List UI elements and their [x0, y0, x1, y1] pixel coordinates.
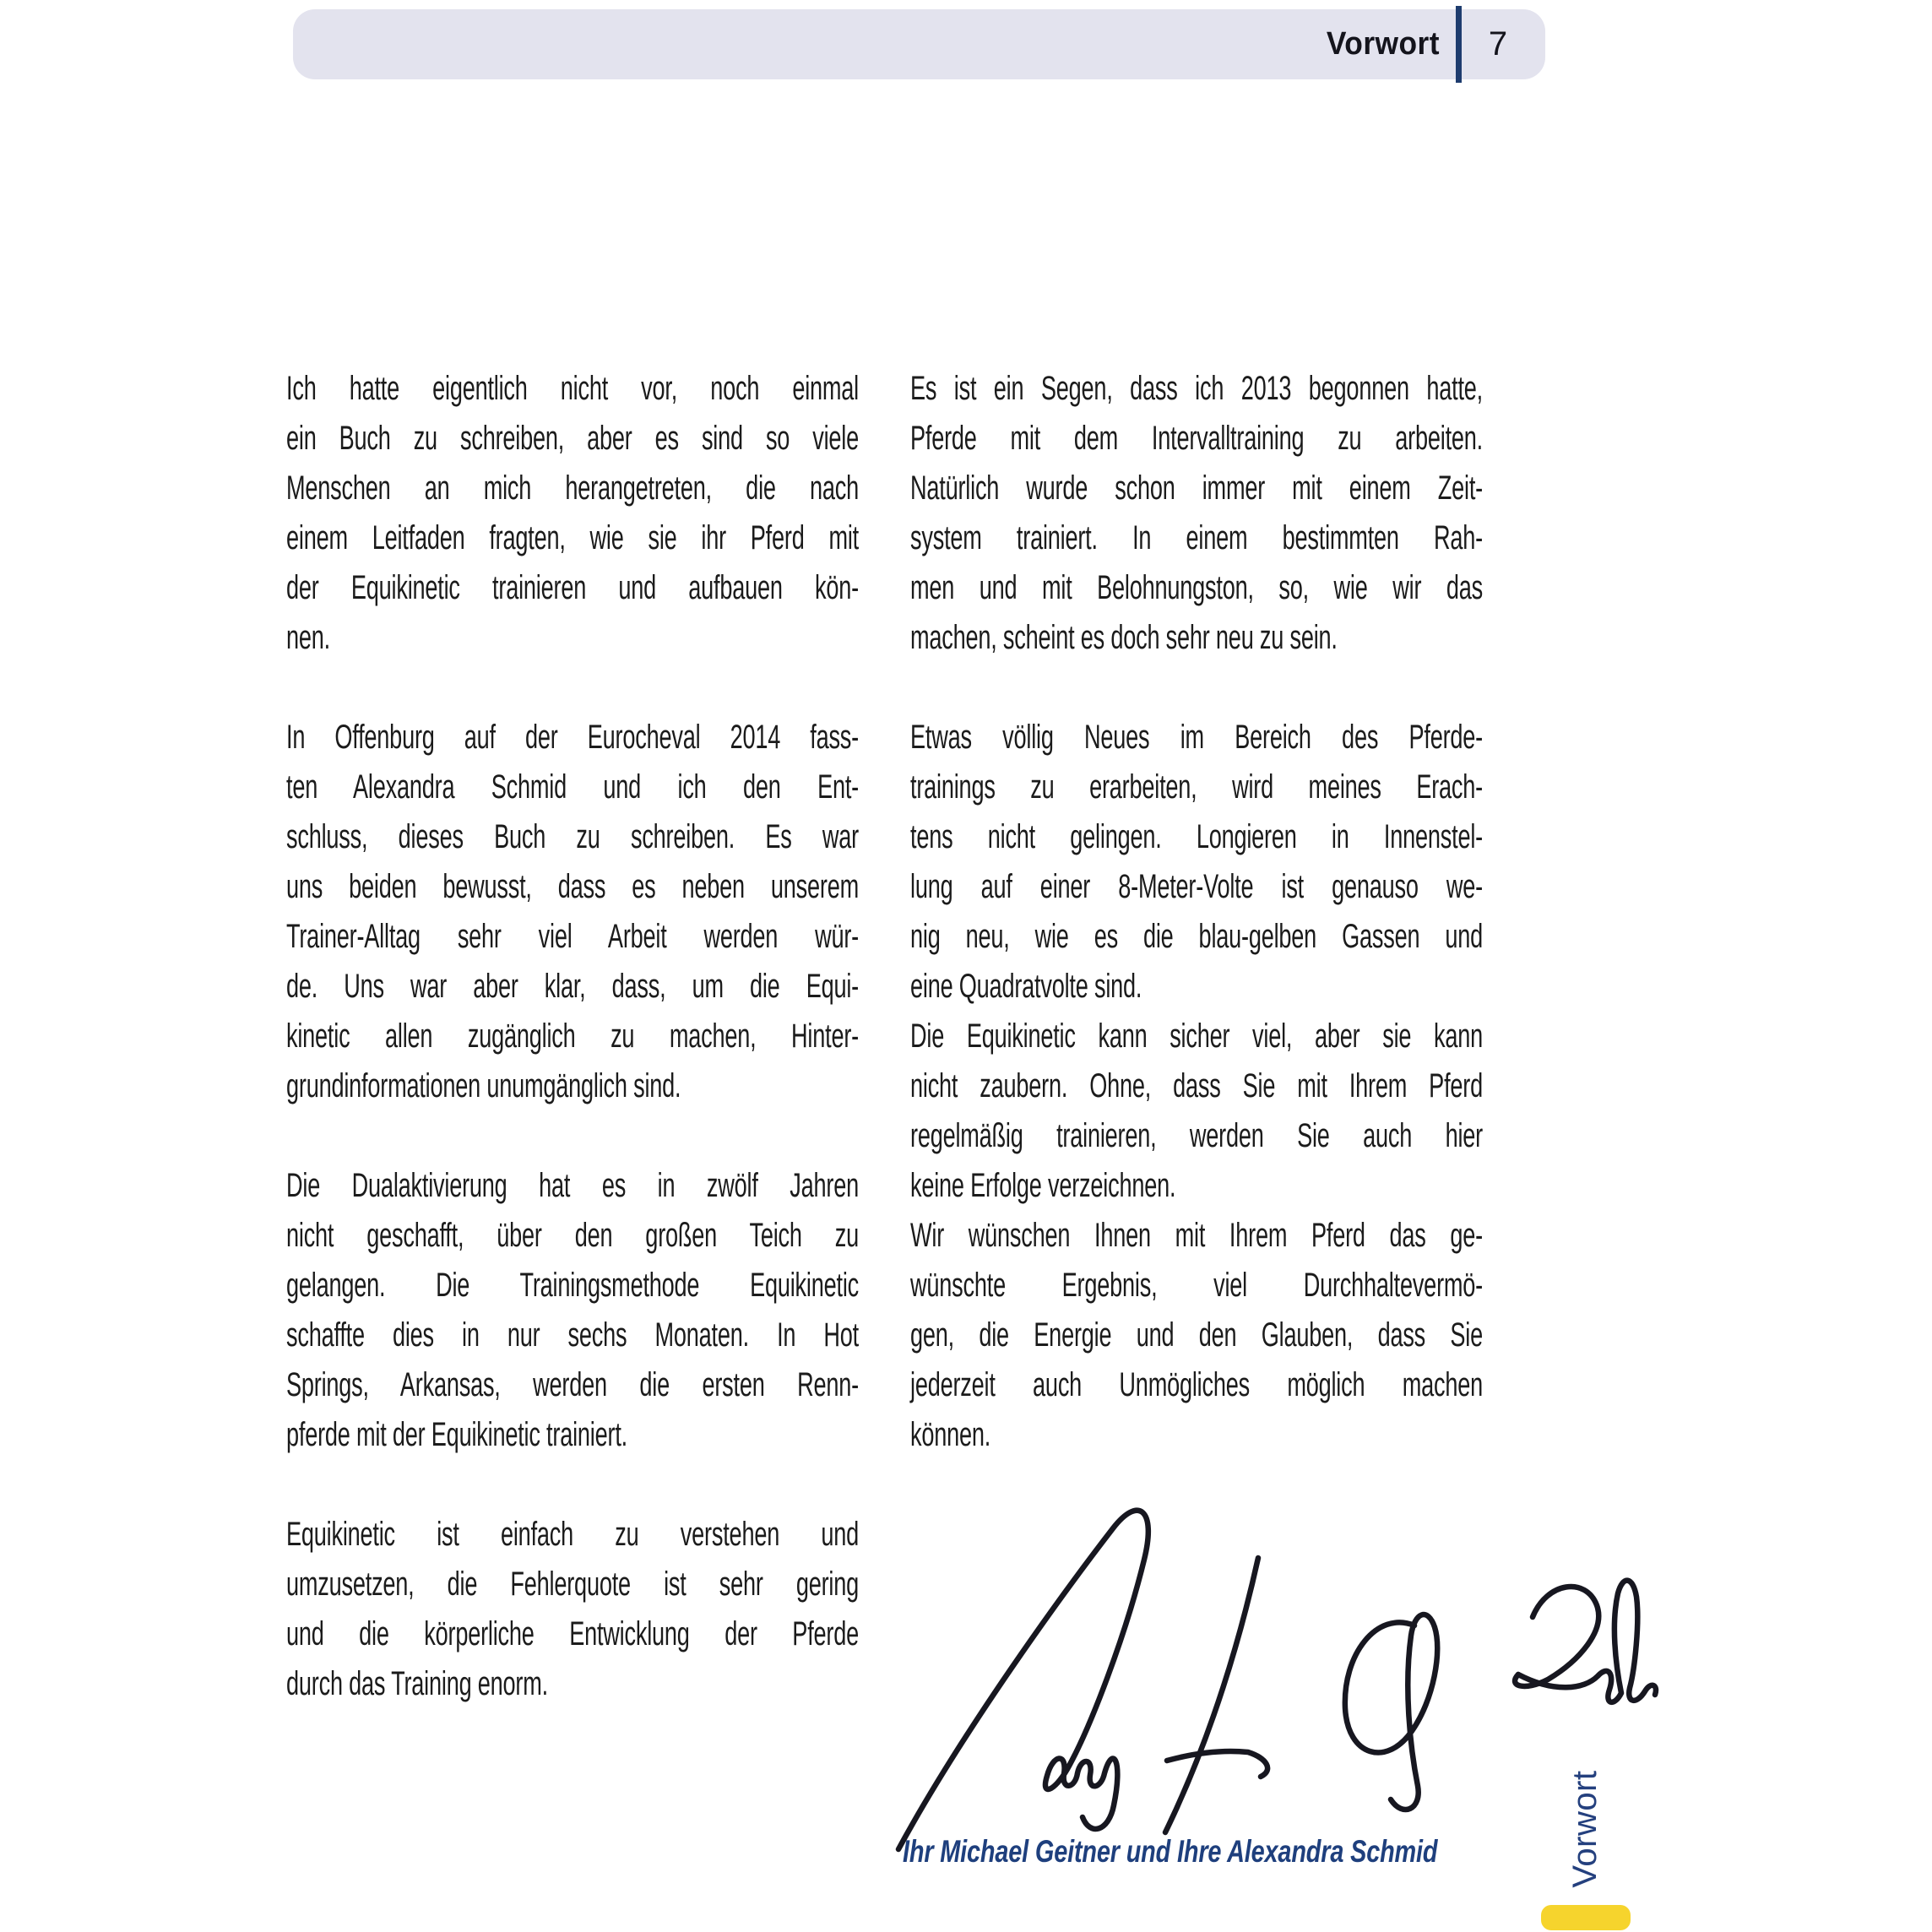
- text-line: nicht geschafft, über den großen Teich zu: [286, 1217, 859, 1254]
- text-line: schaffte dies in nur sechs Monaten. In Hot: [286, 1316, 859, 1354]
- text-line: ten Alexandra Schmid und ich den Ent-: [286, 768, 859, 806]
- text-line: ein Buch zu schreiben, aber es sind so viele: [286, 420, 859, 457]
- text-line: Trainer-Alltag sehr viel Arbeit werden wür-: [286, 918, 859, 955]
- signature-caption: Ihr Michael Geitner und Ihre Alexandra Schmid: [903, 1834, 1438, 1869]
- text-line: tens nicht gelingen. Longieren in Innenstel-: [910, 818, 1483, 855]
- text-line: Pferde mit dem Intervalltraining zu arbeiten.: [910, 420, 1483, 457]
- text-line: gelangen. Die Trainingsmethode Equikinetic: [286, 1267, 859, 1304]
- text-line: Equikinetic ist einfach zu verstehen und: [286, 1516, 859, 1553]
- text-line: kinetic allen zugänglich zu machen, Hinter-: [286, 1018, 859, 1055]
- text-line: grundinformationen unumgänglich sind.: [286, 1067, 681, 1104]
- text-line: Ich hatte eigentlich nicht vor, noch einmal: [286, 370, 859, 407]
- text-line: trainings zu erarbeiten, wird meines Erach-: [910, 768, 1483, 806]
- text-line: Natürlich wurde schon immer mit einem Zeit-: [910, 469, 1483, 507]
- text-line: Die Equikinetic kann sicher viel, aber sie kann: [910, 1018, 1483, 1055]
- text-line: uns beiden bewusst, dass es neben unserem: [286, 868, 859, 905]
- text-line: gen, die Energie und den Glauben, dass Sie: [910, 1316, 1483, 1354]
- text-line: nig neu, wie es die blau-gelben Gassen und: [910, 918, 1483, 955]
- paragraph: [910, 713, 1483, 1012]
- text-line: umzusetzen, die Fehlerquote ist sehr gering: [286, 1566, 859, 1603]
- page-header-title: Vorwort: [1326, 26, 1440, 62]
- text-line: und die körperliche Entwicklung der Pferde: [286, 1615, 859, 1653]
- text-line: machen, scheint es doch sehr neu zu sein.: [910, 619, 1338, 656]
- text-line: Springs, Arkansas, werden die ersten Renn-: [286, 1366, 859, 1403]
- text-line: Die Dualaktivierung hat es in zwölf Jahren: [286, 1167, 859, 1204]
- text-column-left: [286, 364, 859, 1709]
- text-line: de. Uns war aber klar, dass, um die Equi-: [286, 968, 859, 1005]
- text-line: Wir wünschen Ihnen mit Ihrem Pferd das ge-: [910, 1217, 1483, 1254]
- text-line: Menschen an mich herangetreten, die nach: [286, 469, 859, 507]
- text-line: lung auf einer 8-Meter-Volte ist genauso we-: [910, 868, 1483, 905]
- text-line: men und mit Belohnungston, so, wie wir das: [910, 569, 1483, 606]
- text-line: können.: [910, 1416, 991, 1453]
- paragraph: [286, 713, 859, 1111]
- text-line: der Equikinetic trainieren und aufbauen kön-: [286, 569, 859, 606]
- text-line: system trainiert. In einem bestimmten Rah-: [910, 519, 1483, 556]
- text-line: nicht zaubern. Ohne, dass Sie mit Ihrem Pferd: [910, 1067, 1483, 1104]
- paragraph: [286, 364, 859, 663]
- paragraph: [286, 1161, 859, 1460]
- text-line: Etwas völlig Neues im Bereich des Pferde-: [910, 719, 1483, 756]
- text-line: eine Quadratvolte sind.: [910, 968, 1142, 1005]
- paragraph: [910, 1211, 1483, 1460]
- text-line: Es ist ein Segen, dass ich 2013 begonnen hatte,: [910, 370, 1483, 407]
- text-line: nen.: [286, 619, 330, 656]
- text-line: In Offenburg auf der Eurocheval 2014 fass-: [286, 719, 859, 756]
- paragraph: [286, 1510, 859, 1709]
- signature-image: [861, 1482, 1663, 1858]
- text-line: keine Erfolge verzeichnen.: [910, 1167, 1176, 1204]
- paragraph: [910, 364, 1483, 663]
- text-line: durch das Training enorm.: [286, 1665, 548, 1702]
- text-line: regelmäßig trainieren, werden Sie auch hier: [910, 1117, 1483, 1154]
- text-line: einem Leitfaden fragten, wie sie ihr Pferd mit: [286, 519, 859, 556]
- page-number: 7: [1488, 25, 1508, 62]
- header-divider-line: [1456, 6, 1462, 83]
- text-line: jederzeit auch Unmögliches möglich machen: [910, 1366, 1483, 1403]
- text-line: pferde mit der Equikinetic trainiert.: [286, 1416, 627, 1453]
- text-column-right: [910, 364, 1483, 1460]
- text-line: wünschte Ergebnis, viel Durchhaltevermö-: [910, 1267, 1483, 1304]
- text-line: schluss, dieses Buch zu schreiben. Es war: [286, 818, 859, 855]
- side-tab-label: Vorwort: [1566, 1770, 1604, 1888]
- side-tab-marker: [1541, 1905, 1631, 1930]
- paragraph: [910, 1012, 1483, 1211]
